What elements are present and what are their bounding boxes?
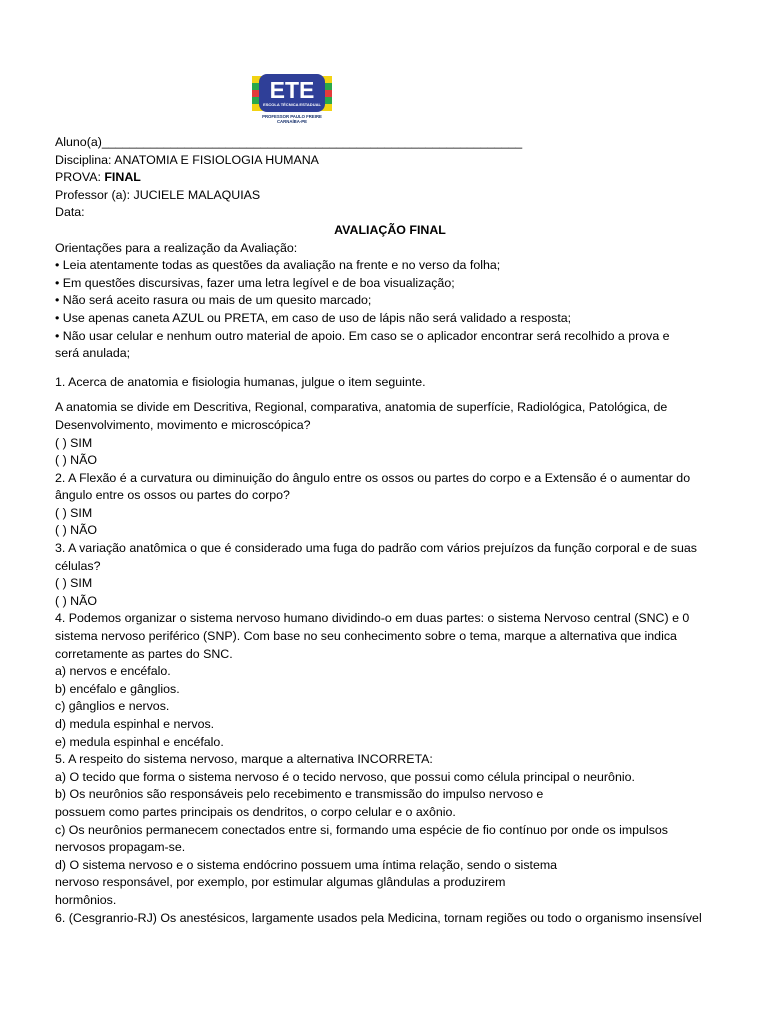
question-1-intro: 1. Acerca de anatomia e fisiologia humanas, julgue o item seguinte. xyxy=(55,374,426,389)
school-logo xyxy=(252,74,332,130)
logo-school-line-1: PROFESSOR PAULO FREIRE xyxy=(262,114,322,119)
question-2-option-sim: ( ) SIM xyxy=(55,505,93,520)
instruction-item-continued: será anulada; xyxy=(55,346,131,361)
question-1-option-nao: ( ) NÃO xyxy=(55,453,97,468)
logo-subtitle: ESCOLA TÉCNICA ESTADUAL xyxy=(263,102,321,107)
question-4-option-b: b) encéfalo e gânglios. xyxy=(55,681,180,696)
logo-ete-text: ETE xyxy=(269,77,315,103)
question-5-option-c-continued: nervosos propagam-se. xyxy=(55,840,186,855)
instruction-item: • Use apenas caneta AZUL ou PRETA, em caso de uso de lápis não será validado a resposta; xyxy=(55,310,572,325)
instruction-item: • Não será aceito rasura ou mais de um quesito marcado; xyxy=(55,293,372,308)
instructions-heading: Orientações para a realização da Avaliação: xyxy=(55,240,298,255)
question-4-option-e: e) medula espinhal e encéfalo. xyxy=(55,734,224,749)
question-3-text: 3. A variação anatômica o que é considerado uma fuga do padrão com vários prejuízos da função corporal e de suas xyxy=(55,541,697,556)
exam-type-label: PROVA: xyxy=(55,170,105,185)
question-4-text: 4. Podemos organizar o sistema nervoso humano dividindo-o em duas partes: o sistema Nervoso central (SNC) e 0 xyxy=(55,611,690,626)
question-2-text: ângulo entre os ossos ou partes do corpo? xyxy=(55,488,290,503)
question-5-option-b-continued: possuem como partes principais os dendritos, o corpo celular e o axônio. xyxy=(55,804,456,819)
question-4-option-a: a) nervos e encéfalo. xyxy=(55,664,171,679)
question-1-option-sim: ( ) SIM xyxy=(55,435,93,450)
question-4-text: corretamente as partes do SNC. xyxy=(55,646,233,661)
question-3-option-sim: ( ) SIM xyxy=(55,576,93,591)
date-line: Data: xyxy=(55,205,85,220)
question-4-option-c: c) gânglios e nervos. xyxy=(55,699,170,714)
exam-type-line xyxy=(55,169,725,187)
question-4-option-d: d) medula espinhal e nervos. xyxy=(55,717,215,731)
discipline-line: Disciplina: ANATOMIA E FISIOLOGIA HUMANA xyxy=(55,152,319,167)
question-5-option-a: a) O tecido que forma o sistema nervoso é o tecido nervoso, que possui como célula principal o neurônio. xyxy=(55,769,635,784)
question-5-text: 5. A respeito do sistema nervoso, marque a alternativa INCORRETA: xyxy=(55,752,433,767)
exam-title: AVALIAÇÃO FINAL xyxy=(334,222,446,237)
instruction-item: • Não usar celular e nenhum outro material de apoio. Em caso se o aplicador encontrar será recolhido a prova e xyxy=(55,328,670,343)
question-5-option-d-continued: hormônios. xyxy=(55,892,117,907)
question-2-text: 2. A Flexão é a curvatura ou diminuição do ângulo entre os ossos ou partes do corpo e a Extensão é o aumentar do xyxy=(55,470,691,485)
question-5-option-b: b) Os neurônios são responsáveis pelo recebimento e transmissão do impulso nervoso e xyxy=(55,787,544,802)
instruction-item: • Em questões discursivas, fazer uma letra legível e de boa visualização; xyxy=(55,275,455,290)
question-3-text: células? xyxy=(55,558,101,573)
exam-content xyxy=(55,134,725,927)
question-3-option-nao: ( ) NÃO xyxy=(55,593,97,608)
logo-school-line-2: CARNAÍBA-PE xyxy=(276,119,308,124)
question-4-text: sistema nervoso periférico (SNP). Com base no seu conhecimento sobre o tema, marque a alternativa que indica xyxy=(55,629,677,644)
teacher-line: Professor (a): JUCIELE MALAQUIAS xyxy=(55,187,261,202)
question-5-option-d-continued: nervoso responsável, por exemplo, por estimular algumas glândulas a produzirem xyxy=(55,875,506,890)
question-2-option-nao: ( ) NÃO xyxy=(55,523,97,538)
question-5-option-d: d) O sistema nervoso e o sistema endócrino possuem uma íntima relação, sendo o sistema xyxy=(55,857,558,872)
question-1-text: A anatomia se divide em Descritiva, Regional, comparativa, anatomia de superfície, Radiológica, Patológica, de xyxy=(55,400,668,415)
question-5-option-c: c) Os neurônios permanecem conectados entre si, formando uma espécie de fio contínuo por onde os impulsos xyxy=(55,822,668,837)
question-1-text: Desenvolvimento, movimento e microscópica? xyxy=(55,417,311,432)
student-name-line: Aluno(a)_____________________________________________________________ xyxy=(55,135,523,149)
instruction-item: • Leia atentamente todas as questões da avaliação na frente e no verso da folha; xyxy=(55,258,501,273)
exam-type-value: FINAL xyxy=(104,170,141,185)
question-6-text: 6. (Cesgranrio-RJ) Os anestésicos, largamente usados pela Medicina, tornam regiões ou todo o organismo insensível xyxy=(55,910,702,925)
